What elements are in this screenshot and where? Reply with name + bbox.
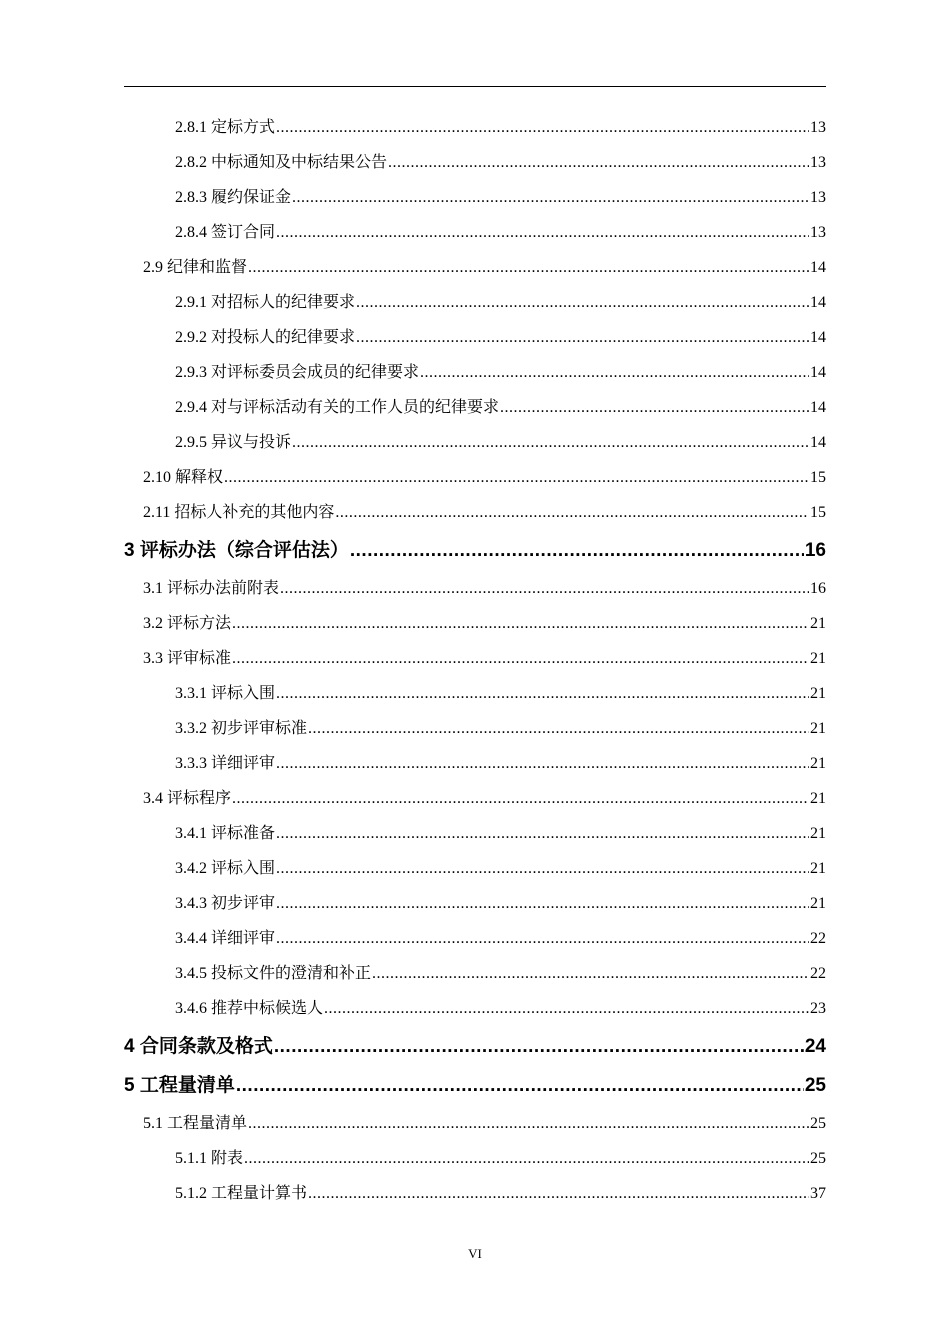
toc-entry[interactable] [124,606,826,641]
toc-entry-label: 2.8.1 定标方式 [175,119,276,136]
toc-entry[interactable] [124,886,826,921]
toc-entry-label: 3.4.5 投标文件的澄清和补正 [175,965,372,982]
toc-entry[interactable] [124,711,826,746]
toc-entry-label: 3.4 评标程序 [143,790,232,807]
toc-entry-label: 5.1.1 附表 [175,1150,244,1167]
toc-entry[interactable] [124,460,826,495]
toc-entry-page: 14 [810,399,826,416]
toc-entry[interactable] [124,571,826,606]
toc-entry-page: 13 [810,119,826,136]
toc-entry-label: 2.9.5 异议与投诉 [175,434,292,451]
toc-entry-label: 5.1.2 工程量计算书 [175,1185,308,1202]
toc-entry-page: 21 [810,615,826,632]
toc-dot-leader [236,1067,804,1104]
page-number: VI [468,1246,482,1261]
toc-entry-page: 21 [810,685,826,702]
toc-entry[interactable] [124,1067,826,1104]
toc-entry-label: 2.8.3 履约保证金 [175,189,292,206]
toc-entry[interactable] [124,145,826,180]
toc-entry-page: 22 [810,965,826,982]
toc-entry-page: 14 [810,434,826,451]
toc-entry-label: 3.3.1 评标入围 [175,685,276,702]
toc-dot-leader [308,711,809,746]
toc-dot-leader [224,460,809,495]
toc-entry-label: 3.4.4 详细评审 [175,930,276,947]
toc-dot-leader [276,886,809,921]
toc-entry-page: 16 [810,580,826,597]
toc-entry-label: 3.4.3 初步评审 [175,895,276,912]
toc-entry[interactable] [124,1176,826,1211]
toc-entry-label: 3.2 评标方法 [143,615,232,632]
toc-entry-page: 21 [810,720,826,737]
toc-dot-leader [276,921,809,956]
toc-dot-leader [232,781,809,816]
toc-dot-leader [276,746,809,781]
toc-entry[interactable] [124,991,826,1026]
toc-entry[interactable] [124,746,826,781]
toc-dot-leader [356,285,809,320]
toc-dot-leader [248,1106,809,1141]
toc-entry-page: 14 [810,259,826,276]
toc-entry-page: 14 [810,329,826,346]
toc-dot-leader [292,425,809,460]
toc-dot-leader [388,145,809,180]
toc-entry-label: 3.4.2 评标入围 [175,860,276,877]
toc-entry-label: 2.11 招标人补充的其他内容 [143,504,335,521]
toc-entry-page: 21 [810,825,826,842]
toc-entry-label: 3.4.1 评标准备 [175,825,276,842]
toc-entry-page: 21 [810,790,826,807]
toc-entry-label: 2.9.1 对招标人的纪律要求 [175,294,356,311]
toc-entry[interactable] [124,495,826,530]
toc-entry-page: 22 [810,930,826,947]
toc-entry[interactable] [124,390,826,425]
toc-dot-leader [280,571,809,606]
header-rule [124,86,826,87]
toc-entry-page: 15 [810,504,826,521]
toc-entry-label: 2.8.2 中标通知及中标结果公告 [175,154,388,171]
toc-dot-leader [308,1176,809,1211]
toc-dot-leader [335,495,809,530]
toc-entry[interactable] [124,250,826,285]
toc-entry-page: 16 [804,540,826,561]
toc-entry-page: 13 [810,154,826,171]
toc-dot-leader [324,991,809,1026]
toc-entry-page: 25 [810,1115,826,1132]
toc-entry-label: 2.9.4 对与评标活动有关的工作人员的纪律要求 [175,399,500,416]
toc-entry-label: 2.8.4 签订合同 [175,224,276,241]
toc-entry-page: 25 [810,1150,826,1167]
toc-entry-page: 14 [810,364,826,381]
toc-entry-page: 13 [810,189,826,206]
toc-entry[interactable] [124,285,826,320]
toc-entry-label: 3.3 评审标准 [143,650,232,667]
toc-entry-label: 5.1 工程量清单 [143,1115,248,1132]
toc-entry[interactable] [124,1106,826,1141]
toc-entry-page: 37 [810,1185,826,1202]
toc-dot-leader [274,1028,804,1065]
toc-dot-leader [356,320,809,355]
toc-entry[interactable] [124,532,826,569]
toc-entry[interactable] [124,1028,826,1065]
toc-entry-label: 3.4.6 推荐中标候选人 [175,1000,324,1017]
toc-dot-leader [244,1141,809,1176]
toc-dot-leader [350,532,804,569]
toc-dot-leader [500,390,809,425]
toc-entry-page: 21 [810,860,826,877]
toc-entry[interactable] [124,110,826,145]
toc-dot-leader [276,851,809,886]
toc-dot-leader [420,355,809,390]
toc-dot-leader [276,816,809,851]
toc-entry[interactable] [124,1141,826,1176]
toc-entry-page: 23 [810,1000,826,1017]
toc-entry[interactable] [124,781,826,816]
toc-entry-page: 14 [810,294,826,311]
toc-entry[interactable] [124,180,826,215]
toc-entry-page: 24 [804,1036,826,1057]
toc-entry-label: 2.9.2 对投标人的纪律要求 [175,329,356,346]
toc-entry-label: 2.10 解释权 [143,469,224,486]
toc-entry-label: 3.1 评标办法前附表 [143,580,280,597]
toc-entry-label: 2.9 纪律和监督 [143,259,248,276]
toc-entry-label: 3.3.3 详细评审 [175,755,276,772]
toc-dot-leader [232,606,809,641]
toc-entry-page: 15 [810,469,826,486]
toc-dot-leader [276,110,809,145]
toc-entry[interactable] [124,641,826,676]
toc-entry[interactable] [124,425,826,460]
toc-entry[interactable] [124,676,826,711]
toc-dot-leader [232,641,809,676]
toc-entry[interactable] [124,816,826,851]
toc-dot-leader [372,956,809,991]
toc-entry[interactable] [124,215,826,250]
toc-entry-page: 13 [810,224,826,241]
toc-entry-label: 5 工程量清单 [124,1075,235,1096]
toc-entry-label: 4 合同条款及格式 [124,1036,273,1057]
toc-entry[interactable] [124,851,826,886]
toc-entry-page: 25 [804,1075,826,1096]
toc-entry-label: 3 评标办法（综合评估法） [124,540,349,561]
toc-entry[interactable] [124,355,826,390]
toc-entry[interactable] [124,956,826,991]
toc-entry-page: 21 [810,895,826,912]
table-of-contents [124,110,826,1211]
toc-entry[interactable] [124,320,826,355]
toc-dot-leader [276,676,809,711]
toc-dot-leader [276,215,809,250]
toc-entry-label: 2.9.3 对评标委员会成员的纪律要求 [175,364,420,381]
toc-entry-label: 3.3.2 初步评审标准 [175,720,308,737]
toc-entry[interactable] [124,921,826,956]
toc-entry-page: 21 [810,650,826,667]
toc-dot-leader [248,250,809,285]
toc-dot-leader [292,180,809,215]
toc-entry-page: 21 [810,755,826,772]
